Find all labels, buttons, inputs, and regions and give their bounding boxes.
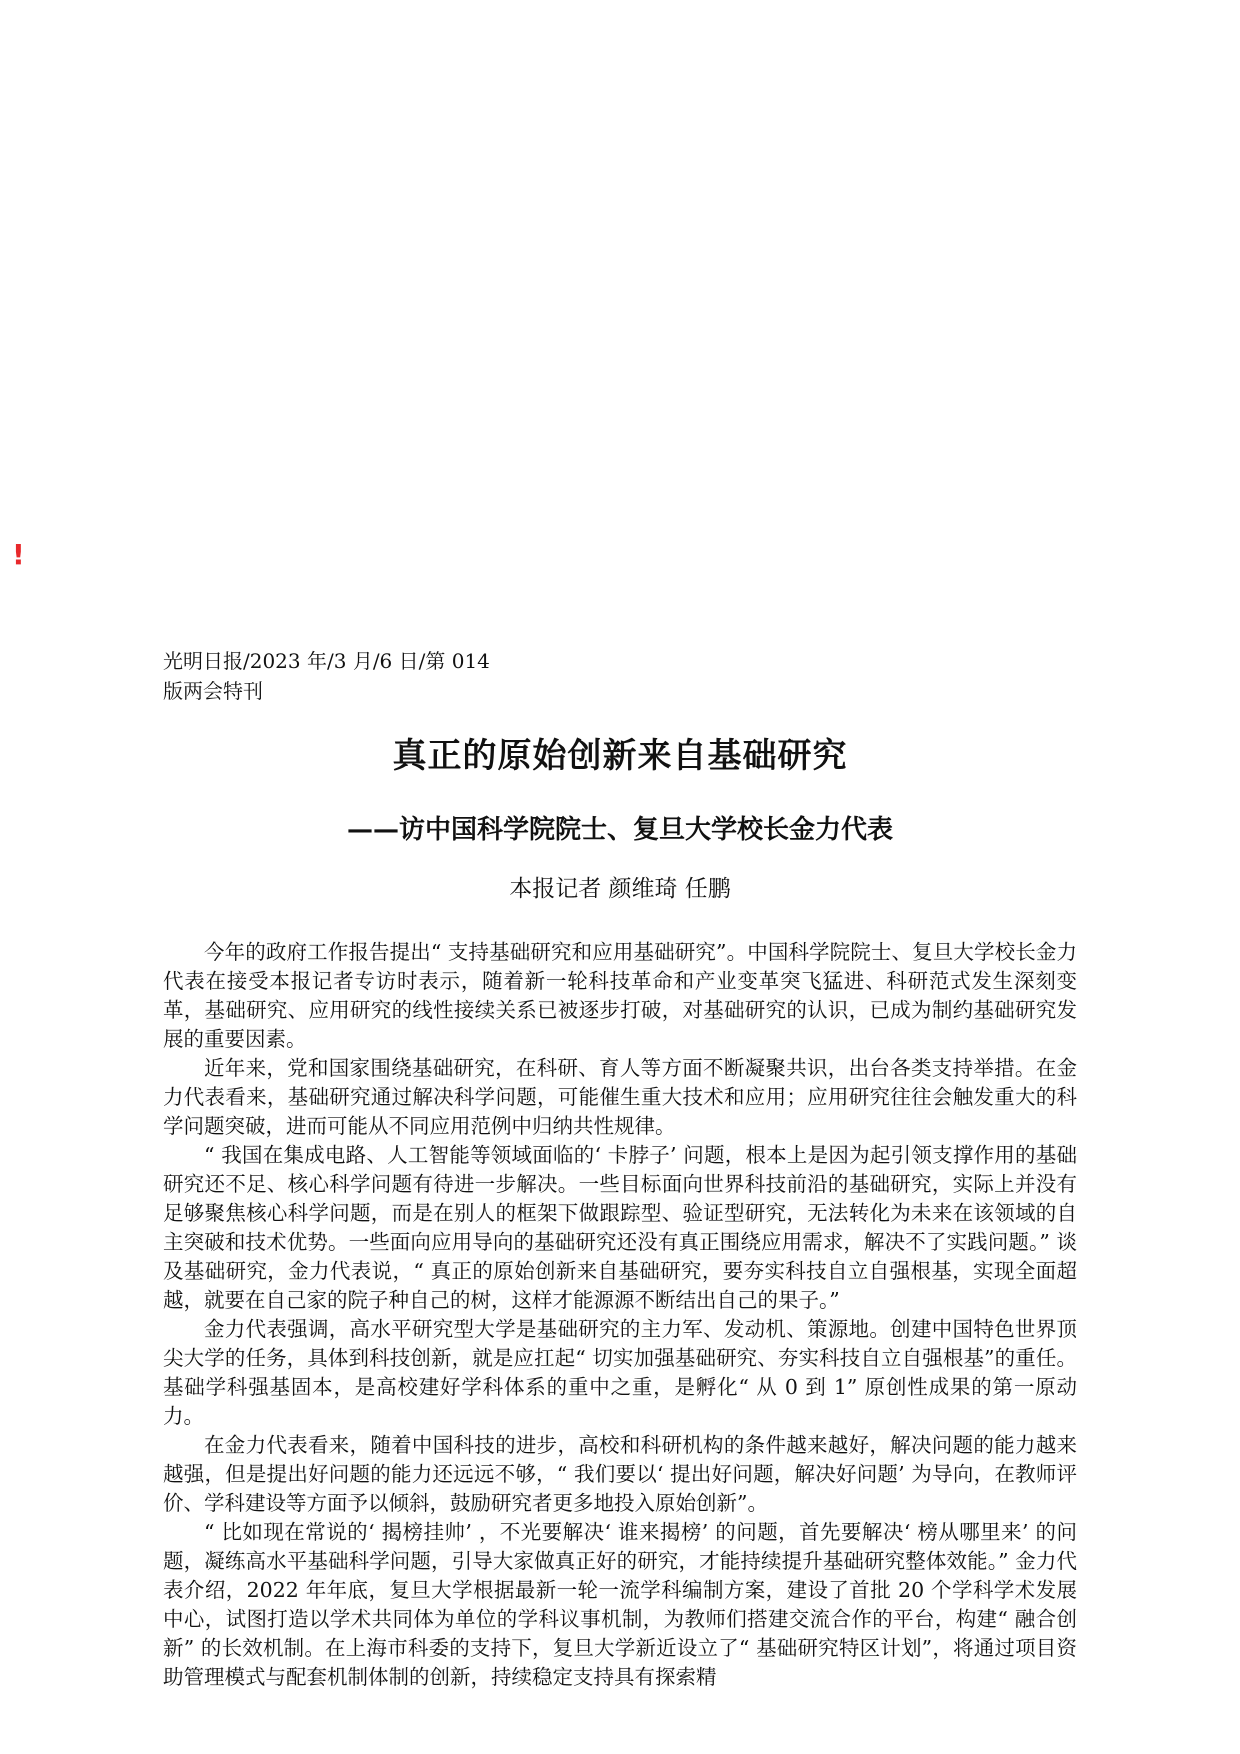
source-line	[163, 646, 523, 706]
article-body	[163, 938, 1077, 1692]
paragraph-5: 在金力代表看来，随着中国科技的进步，高校和科研机构的条件越来越好，解决问题的能力越来越强，但是提出好问题的能力还远远不够，“ 我们要以‘ 提出好问题，解决好问题’ 为导向，在教师评价、学科建设等方面予以倾斜，鼓励研究者更多地投入原始创新”。	[163, 1433, 1077, 1515]
paragraph-6: “ 比如现在常说的‘ 揭榜挂帅’ ，不光要解决‘ 谁来揭榜’ 的问题，首先要解决‘ 榜从哪里来’ 的问题，凝练高水平基础科学问题，引导大家做真正好的研究，才能持续提升基础研究整体效能。” 金力代表介绍，2022 年年底，复旦大学根据最新一轮一流学科编制方案，建设了首批 20 个学科学术发展中心，试图打造以学术共同体为单位的学科议事机制，为教师们搭建交流合作的平台，构建“ 融合创新” 的长效机制。在上海市科委的支持下，复旦大学新近设立了“ 基础研究特区计划”，将通过项目资助管理模式与配套机制体制的创新，持续稳定支持具有探索精	[163, 1520, 1077, 1689]
red-exclamation-mark: !	[12, 538, 25, 571]
source-line-2: 版两会特刊	[163, 679, 263, 703]
paragraph-3: “ 我国在集成电路、人工智能等领域面临的‘ 卡脖子’ 问题，根本上是因为起引领支撑作用的基础研究还不足、核心科学问题有待进一步解决。一些目标面向世界科技前沿的基础研究，实际上并没有足够聚焦核心科学问题，而是在别人的框架下做跟踪型、验证型研究，无法转化为未来在该领域的自主突破和技术优势。一些面向应用导向的基础研究还没有真正围绕应用需求，解决不了实践问题。” 谈及基础研究，金力代表说，“ 真正的原始创新来自基础研究，要夯实科技自立自强根基，实现全面超越，就要在自己家的院子种自己的树，这样才能源源不断结出自己的果子。”	[163, 1143, 1077, 1312]
article-subtitle: ——访中国科学院院士、复旦大学校长金力代表	[346, 815, 893, 845]
source-line-1: 光明日报/2023 年/3 月/6 日/第 014	[163, 649, 490, 673]
paragraph-2: 近年来，党和国家围绕基础研究，在科研、育人等方面不断凝聚共识，出台各类支持举措。在金力代表看来，基础研究通过解决科学问题，可能催生重大技术和应用；应用研究往往会触发重大的科学问题突破，进而可能从不同应用范例中归纳共性规律。	[163, 1056, 1077, 1138]
article-title: 真正的原始创新来自基础研究	[392, 736, 848, 776]
paragraph-4: 金力代表强调，高水平研究型大学是基础研究的主力军、发动机、策源地。创建中国特色世界顶尖大学的任务，具体到科技创新，就是应扛起“ 切实加强基础研究、夯实科技自立自强根基”的重任。基础学科强基固本，是高校建好学科体系的重中之重，是孵化“ 从 0 到 1” 原创性成果的第一原动力。	[163, 1317, 1077, 1428]
article-byline: 本报记者 颜维琦 任鹏	[509, 876, 731, 902]
paragraph-1: 今年的政府工作报告提出“ 支持基础研究和应用基础研究”。中国科学院院士、复旦大学校长金力代表在接受本报记者专访时表示，随着新一轮科技革命和产业变革突飞猛进、科研范式发生深刻变革，基础研究、应用研究的线性接续关系已被逐步打破，对基础研究的认识，已成为制约基础研究发展的重要因素。	[163, 940, 1077, 1051]
